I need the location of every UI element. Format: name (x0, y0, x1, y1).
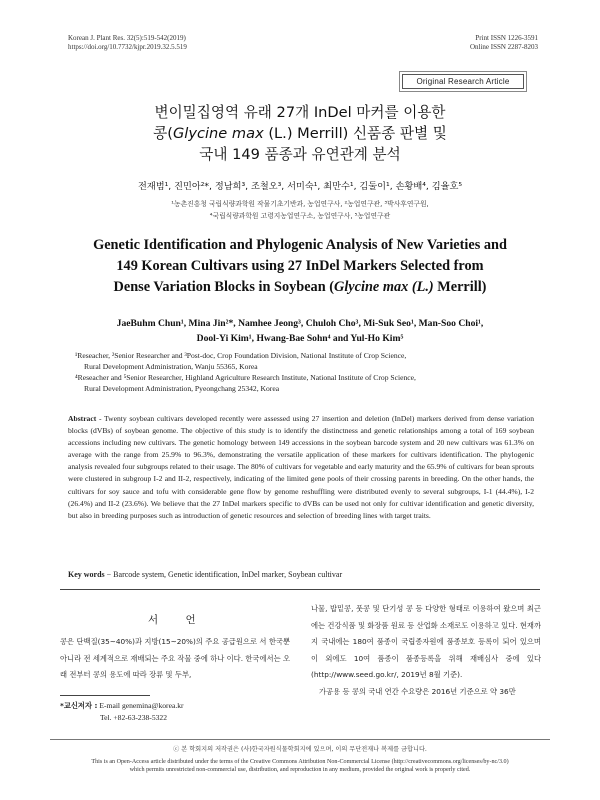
corresponding-tel: Tel. +82-63-238-5322 (100, 713, 168, 722)
korean-title-part: (L.) Merrill) 신품종 판별 및 (263, 125, 447, 142)
keywords (68, 570, 342, 579)
korean-title-part: 콩( (153, 125, 173, 142)
english-title-part: Merrill) (433, 279, 487, 295)
footer-rule (50, 739, 550, 740)
korean-affiliation: ⁴국립식량과학원 고령지농업연구소, 농업연구사, ⁵농업연구관 (209, 212, 391, 220)
keywords-text: − Barcode system, Genetic identification, InDel marker, Soybean cultivar (104, 570, 343, 579)
affiliation-line: Rural Development Administration, Pyeongchang 25342, Korea (84, 384, 280, 393)
intro-paragraph: 가공용 등 콩의 국내 연간 수요량은 2016년 기준으로 약 36만 (319, 686, 516, 696)
section-title: 서 언 (148, 614, 208, 626)
korean-title-line: 변이밀집영역 유래 27개 InDel 마커를 이용한 (154, 104, 446, 121)
korean-authors: 전재범¹, 진민아²*, 정남희³, 조철오³, 서미숙¹, 최만수¹, 김둘이¹, 손황배⁴, 김율호⁵ (137, 181, 463, 192)
corresponding-email[interactable]: E-mail genemina@korea.kr (97, 701, 184, 710)
print-issn: Print ISSN 1226-3591 (475, 34, 538, 42)
issn-block (470, 34, 538, 52)
english-title (60, 235, 540, 298)
license-notice (50, 758, 550, 774)
corresponding-line (60, 700, 184, 712)
footnote-rule (60, 695, 150, 696)
korean-title-line (60, 123, 540, 144)
corresponding-label: *교신저자 : (60, 701, 98, 710)
korean-title (60, 102, 540, 165)
license-line: which permits unrestricted non-commercial use, distribution, and reproduction in any medium, provided the original work is properly cited. (129, 767, 471, 773)
divider (60, 589, 540, 590)
journal-citation (68, 34, 187, 52)
copyright-notice: ⓒ 본 학회지의 저작권은 (사)한국자원식물학회지에 있으며, 이의 무단전재나 복제를 금합니다. (173, 746, 427, 753)
abstract (68, 413, 534, 522)
english-title-line (60, 277, 540, 298)
english-title-line: Genetic Identification and Phylogenic Analysis of New Varieties and (93, 237, 507, 253)
species-name: Glycine max (172, 125, 264, 142)
affiliation-line: ⁴Reseacher and ⁵Senior Researcher, Highland Agriculture Research Institute, National Institute of Crop Science, (75, 373, 416, 382)
journal-line: Korean J. Plant Res. 32(5):519-542(2019) (68, 34, 186, 42)
species-name: Glycine max (L.) (334, 279, 434, 295)
doi-link[interactable]: https://doi.org/10.7732/kjpr.2019.32.5.519 (68, 43, 187, 51)
english-authors: JaeBuhm Chun¹, Mina Jin²*, Namhee Jeong³, Chuloh Cho³, Mi-Suk Seo¹, Man-Soo Choi¹, (116, 318, 484, 329)
intro-left-column: 콩은 단백질(35~40%)과 지방(15~20%)의 주요 공급원으로 서 한국뿐 아니라 전 세계적으로 재배되는 주요 작물 중에 하나 이다. 한국에서는 오래 전부터 콩의 용도에 따라 장류 및 두부, (60, 637, 290, 680)
abstract-text: - Twenty soybean cultivars developed recently were assessed using 27 insertion and deletion (InDel) markers derived from dense variation blocks (dVBs) of soybean genome. The objective of this study is to identify the distinctness and genetic relationships among a total of 169 soybean accessions including new cultivars. The genetic homology between 149 accessions in the soybean barcode system and 20 new cultivars was 61.3% on average with the range from 25.9% to 96.3%, demonstrating the versatile application of these markers for cultivars identification. The phylogenic analysis revealed four subgroups related to their usage. The 80% of cultivars for vegetable and early maturity and the 65.9% of cultivars for bean sprouts were clustered in subgroup I-2 and II-2, respectively, indicating of the limited gene pools of their crossing parents in breeding. On the other hands, the cultivars for soy sauce and tofu with considerable gene flow by genome reshuffling were distributed evenly to several subgroups, I-1 (44.4%), I-2 (26.4%) and II-2 (23.6%). We believe that the 27 InDel markers specific to dVBs can be used not only for cultivar identification and genetic diversity, but also in breeding purposes such as introduction of genetic resources and selection of breeding lines with target traits. (68, 414, 534, 520)
keywords-label: Key words (68, 570, 105, 579)
korean-title-line: 국내 149 품종과 유연관계 분석 (199, 146, 401, 163)
intro-paragraph: 나물, 밥밑콩, 풋콩 및 단기성 콩 등 다양한 형태로 이용하여 왔으며 최근에는 건강식품 및 화장품 원료 등 산업화 소재로도 이용하고 있다. 현재까지 국내에는 180여 품종이 국립종자원에 품종보호 등록이 되어 있으며 이 외에도 10여 품종이 품종등록을 위해 재배심사 중에 있다(http://www.seed.go.kr/, 2019년 8월 기준). (311, 604, 541, 680)
affiliation-line: ¹Reseacher, ²Senior Researcher and ³Post-doc, Crop Foundation Division, National Institute of Crop Science, (75, 351, 407, 360)
intro-right-column (311, 601, 541, 701)
english-affiliations (75, 350, 535, 394)
corresponding-author (60, 700, 184, 724)
article-type-badge: Original Research Article (402, 74, 524, 89)
license-line: This is an Open-Access article distributed under the terms of the Creative Commons Attribution Non-Commercial License (http://creativecommons.org/licenses/by-nc/3.0) (91, 759, 509, 765)
english-authors: Dool-Yi Kim¹, Hwang-Bae Sohn⁴ and Yul-Ho Kim⁵ (196, 333, 404, 344)
abstract-label: Abstract (68, 414, 97, 423)
english-title-part: Dense Variation Blocks in Soybean ( (113, 279, 334, 295)
affiliation-line: Rural Development Administration, Wanju 55365, Korea (84, 362, 258, 371)
korean-affiliation: ¹농촌진흥청 국립식량과학원 작물기초기반과, 농업연구사, ²농업연구관, ³박사후연구원, (171, 200, 429, 208)
online-issn: Online ISSN 2287-8203 (469, 43, 538, 51)
english-title-line: 149 Korean Cultivars using 27 InDel Markers Selected from (116, 258, 484, 274)
